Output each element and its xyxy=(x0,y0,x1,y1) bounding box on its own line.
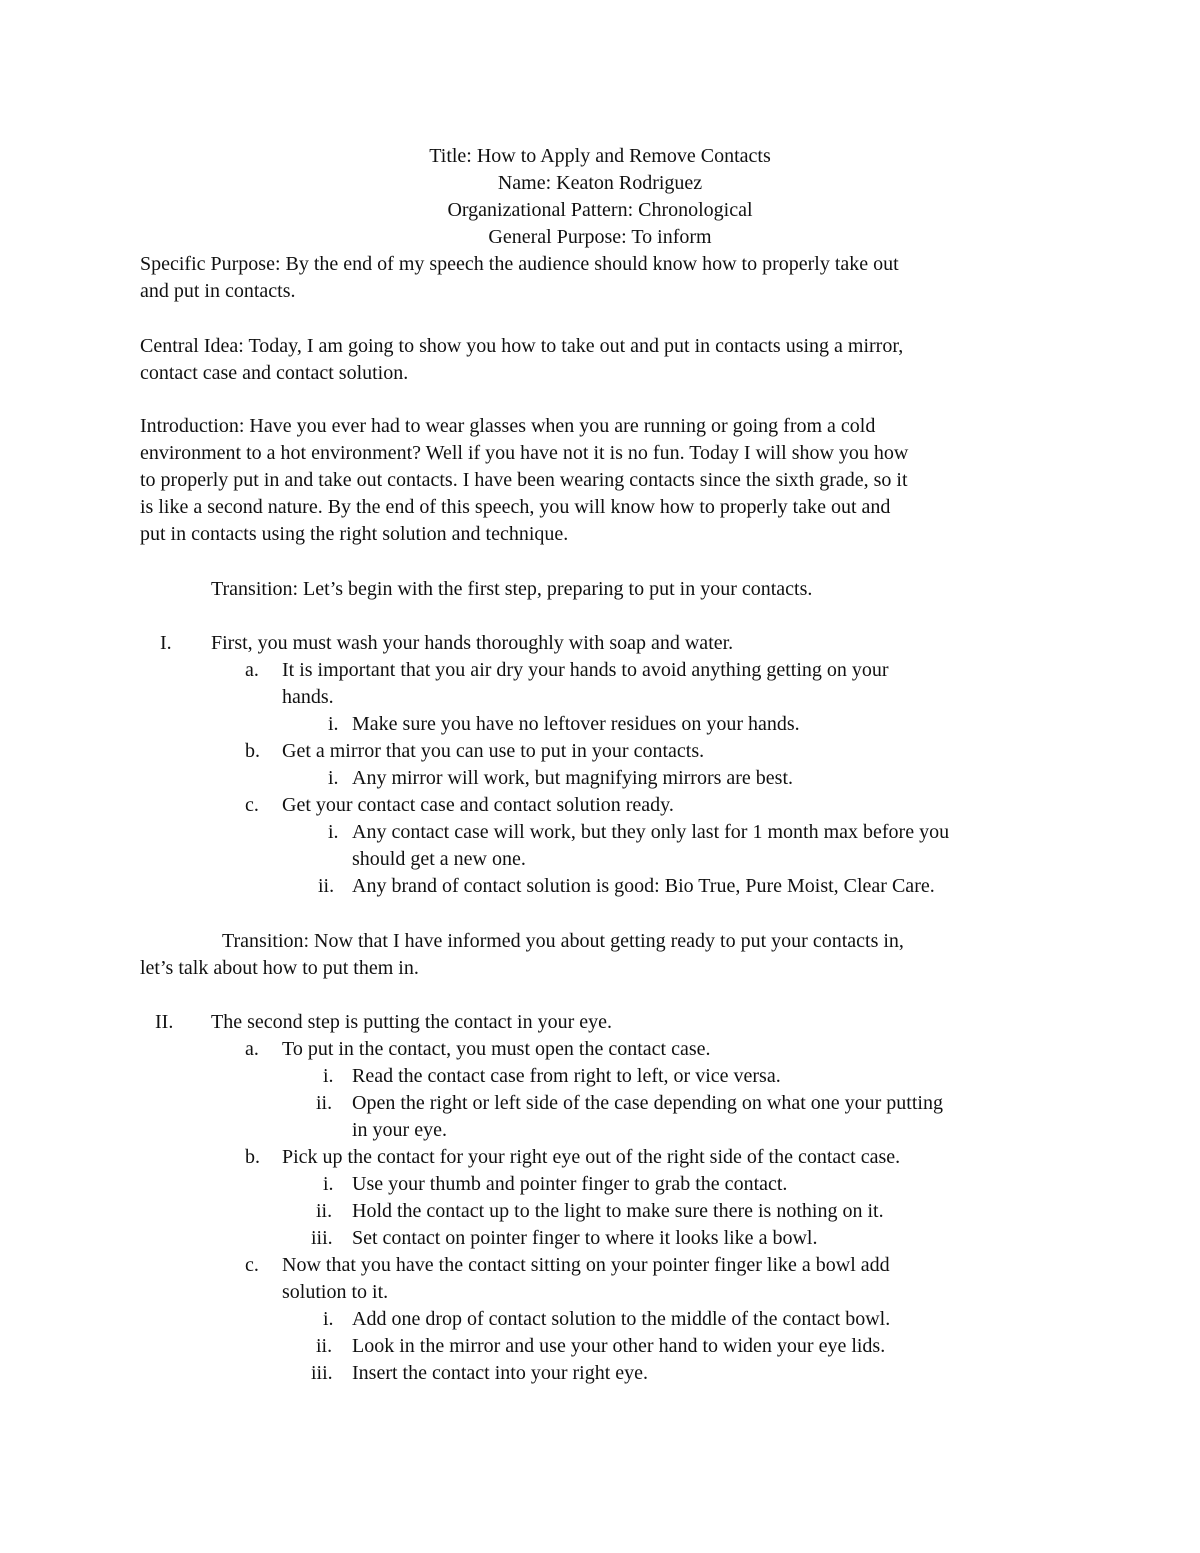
transition-2: let’s talk about how to put them in. xyxy=(140,957,419,979)
introduction-line: is like a second nature. By the end of this speech, you will know how to properly take out and xyxy=(140,496,891,518)
list-item-text: Insert the contact into your right eye. xyxy=(352,1362,649,1384)
introduction-line: environment to a hot environment? Well if you have not it is no fun. Today I will show you how xyxy=(140,442,909,464)
list-item-text: Any contact case will work, but they only last for 1 month max before you xyxy=(352,821,950,843)
list-item-text: in your eye. xyxy=(352,1119,447,1141)
list-marker: ii. xyxy=(318,875,335,897)
author-name: Name: Keaton Rodriguez xyxy=(497,172,703,194)
list-item-text: Get your contact case and contact solution ready. xyxy=(282,794,674,816)
list-marker: i. xyxy=(328,821,339,843)
list-marker: c. xyxy=(245,1254,259,1276)
general-purpose: General Purpose: To inform xyxy=(488,226,712,248)
list-marker: iii. xyxy=(311,1227,333,1249)
list-item-text: hands. xyxy=(282,686,334,708)
list-marker: a. xyxy=(245,659,259,681)
list-item-text: Any brand of contact solution is good: Bio True, Pure Moist, Clear Care. xyxy=(352,875,935,897)
introduction-line: Introduction: Have you ever had to wear glasses when you are running or going from a cold xyxy=(140,415,876,437)
list-marker: b. xyxy=(245,740,260,762)
section-2-text: The second step is putting the contact in your eye. xyxy=(211,1011,613,1033)
list-marker: i. xyxy=(323,1173,334,1195)
section-2-number: II. xyxy=(155,1011,174,1033)
central-idea-line: Central Idea: Today, I am going to show you how to take out and put in contacts using a mirror, xyxy=(140,335,904,357)
list-marker: iii. xyxy=(311,1362,333,1384)
list-marker: ii. xyxy=(316,1092,333,1114)
list-marker: i. xyxy=(323,1065,334,1087)
list-item-text: To put in the contact, you must open the contact case. xyxy=(282,1038,711,1060)
transition-1: Transition: Let’s begin with the first step, preparing to put in your contacts. xyxy=(211,578,813,600)
list-item-text: Add one drop of contact solution to the middle of the contact bowl. xyxy=(352,1308,891,1330)
specific-purpose-line: Specific Purpose: By the end of my speech the audience should know how to properly take out xyxy=(140,253,899,275)
list-item-text: Pick up the contact for your right eye out of the right side of the contact case. xyxy=(282,1146,901,1168)
list-item-text: Make sure you have no leftover residues on your hands. xyxy=(352,713,800,735)
list-item-text: Use your thumb and pointer finger to grab the contact. xyxy=(352,1173,788,1195)
section-1-text: First, you must wash your hands thoroughly with soap and water. xyxy=(211,632,734,654)
list-marker: i. xyxy=(328,713,339,735)
list-marker: a. xyxy=(245,1038,259,1060)
list-item-text: Set contact on pointer finger to where it looks like a bowl. xyxy=(352,1227,818,1249)
introduction-line: to properly put in and take out contacts. I have been wearing contacts since the sixth grade, so it xyxy=(140,469,908,491)
list-item-text: Read the contact case from right to left, or vice versa. xyxy=(352,1065,781,1087)
list-marker: i. xyxy=(328,767,339,789)
list-item-text: Open the right or left side of the case depending on what one your putting xyxy=(352,1092,943,1114)
specific-purpose-line: and put in contacts. xyxy=(140,280,296,302)
list-item-text: Any mirror will work, but magnifying mirrors are best. xyxy=(352,767,794,789)
list-item-text: Look in the mirror and use your other hand to widen your eye lids. xyxy=(352,1335,886,1357)
transition-2: Transition: Now that I have informed you about getting ready to put your contacts in, xyxy=(222,930,904,952)
list-marker: b. xyxy=(245,1146,260,1168)
list-item-text: Get a mirror that you can use to put in your contacts. xyxy=(282,740,705,762)
list-marker: ii. xyxy=(316,1335,333,1357)
list-marker: c. xyxy=(245,794,259,816)
central-idea-line: contact case and contact solution. xyxy=(140,362,409,384)
list-item-text: It is important that you air dry your hands to avoid anything getting on your xyxy=(282,659,889,681)
doc-title: Title: How to Apply and Remove Contacts xyxy=(429,145,771,167)
section-1-number: I. xyxy=(160,632,172,654)
list-item-text: Now that you have the contact sitting on your pointer finger like a bowl add xyxy=(282,1254,890,1276)
list-marker: i. xyxy=(323,1308,334,1330)
list-item-text: solution to it. xyxy=(282,1281,389,1303)
list-marker: ii. xyxy=(316,1200,333,1222)
organizational-pattern: Organizational Pattern: Chronological xyxy=(447,199,753,221)
introduction-line: put in contacts using the right solution and technique. xyxy=(140,523,569,545)
list-item-text: Hold the contact up to the light to make sure there is nothing on it. xyxy=(352,1200,884,1222)
list-item-text: should get a new one. xyxy=(352,848,526,870)
